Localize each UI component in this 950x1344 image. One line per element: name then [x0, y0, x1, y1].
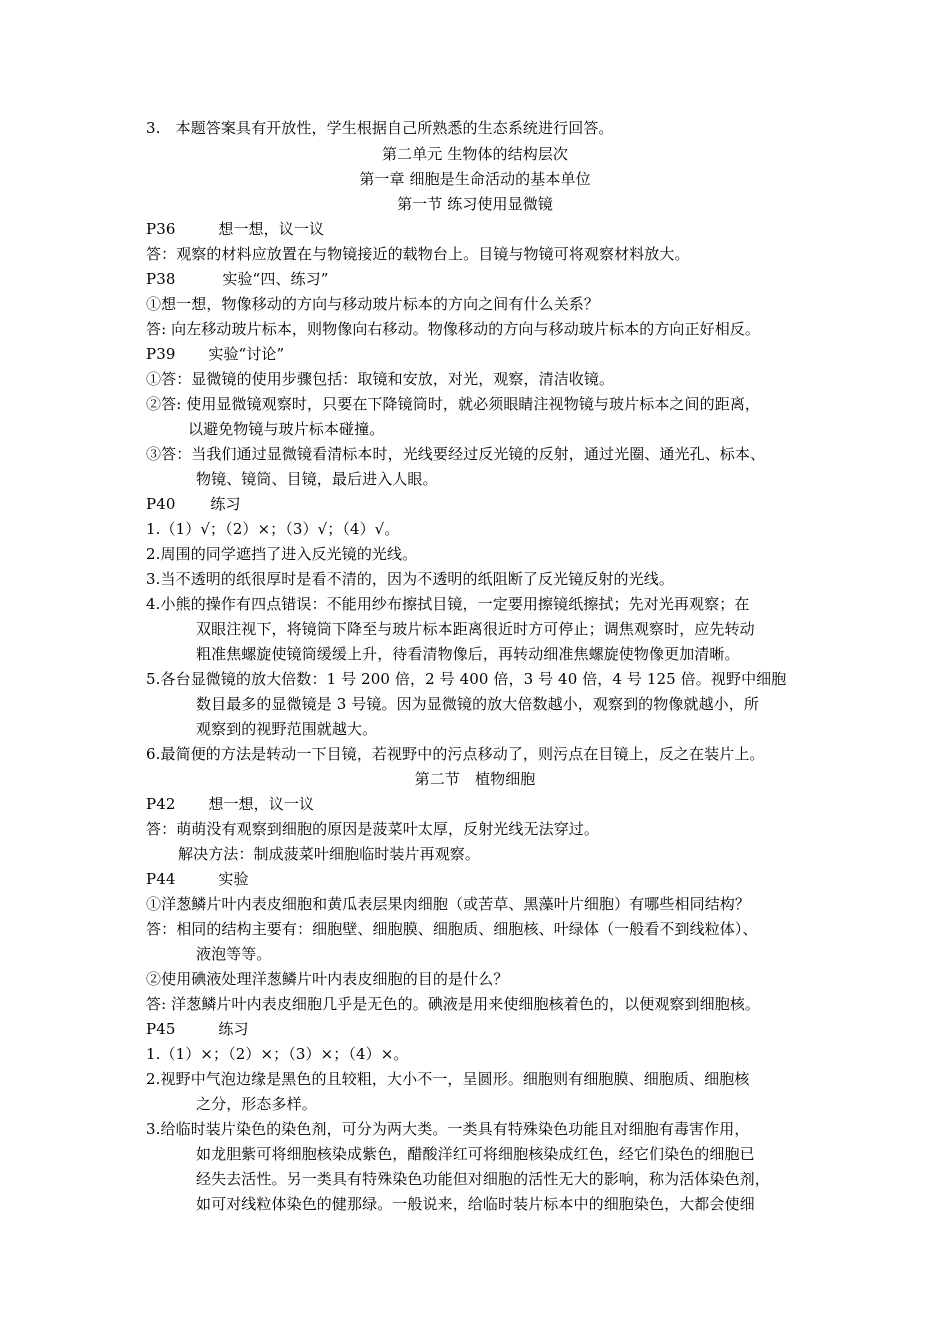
answer-text-continued: 如可对线粒体染色的健那绿。一般说来，给临时装片标本中的细胞染色，大都会使细	[196, 1195, 755, 1213]
answer-text: 答: 向左移动玻片标本，则物像向右移动。物像移动的方向与移动玻片标本的方向正好相反。	[146, 320, 761, 338]
question-text: ①洋葱鳞片叶内表皮细胞和黄瓜表层果肉细胞（或苦草、黑藻叶片细胞）有哪些相同结构？	[146, 895, 751, 913]
answer-text-continued: 双眼注视下，将镜筒下降至与玻片标本距离很近时方可停止；调焦观察时，应先转动	[196, 620, 755, 638]
page-topic: 练习	[210, 495, 241, 513]
answer-text: 答: 洋葱鳞片叶内表皮细胞几乎是无色的。碘液是用来使细胞核着色的，以便观察到细胞核。	[146, 995, 761, 1013]
page-number: P44	[146, 870, 176, 888]
question-text: ②使用碘液处理洋葱鳞片叶内表皮细胞的目的是什么？	[146, 970, 509, 988]
answer-text: ①答：显微镜的使用步骤包括：取镜和安放，对光，观察，清洁收镜。	[146, 370, 615, 388]
answer-text: 3.给临时装片染色的染色剂，可分为两大类。一类具有特殊染色功能且对细胞有毒害作用，	[146, 1120, 750, 1138]
page-ref-p42	[146, 794, 314, 814]
answer-text: 2.周围的同学遮挡了进入反光镜的光线。	[146, 545, 418, 563]
answer-text: 6.最简便的方法是转动一下目镜，若视野中的污点移动了，则污点在目镜上，反之在装片上。	[146, 745, 765, 763]
page-ref-p38	[146, 269, 329, 289]
section-heading-2: 第二节 植物细胞	[414, 770, 536, 788]
page-topic: 实验“讨论”	[208, 345, 285, 363]
answer-text: 5.各台显微镜的放大倍数：1 号 200 倍，2 号 400 倍，3 号 40 倍，4 号 125 倍。视野中细胞	[146, 670, 787, 688]
answer-text: 1.（1）×；（2）×；（3）×；（4）×。	[146, 1045, 409, 1063]
page-ref-p40	[146, 494, 241, 514]
page-number: P42	[146, 795, 176, 813]
answer-text: 2.视野中气泡边缘是黑色的且较粗，大小不一，呈圆形。细胞则有细胞膜、细胞质、细胞核	[146, 1070, 750, 1088]
page-number: P38	[146, 270, 176, 288]
page-number: P45	[146, 1020, 176, 1038]
page-ref-p36	[146, 219, 324, 239]
answer-text: ②答: 使用显微镜观察时，只要在下降镜筒时，就必须眼睛注视物镜与玻片标本之间的距离，	[146, 395, 761, 413]
answer-text: 答：相同的结构主要有：细胞壁、细胞膜、细胞质、细胞核、叶绿体（一般看不到线粒体）、	[146, 920, 758, 938]
answer-text-continued: 以避免物镜与玻片标本碰撞。	[188, 420, 385, 438]
answer-text: 3.当不透明的纸很厚时是看不清的，因为不透明的纸阻断了反光镜反射的光线。	[146, 570, 674, 588]
page-number: P40	[146, 495, 176, 513]
answer-line-3: 3. 本题答案具有开放性，学生根据自己所熟悉的生态系统进行回答。	[146, 119, 614, 137]
answer-text-continued: 物镜、镜筒、目镜，最后进入人眼。	[196, 470, 438, 488]
answer-text-continued: 粗准焦螺旋使镜筒缓缓上升，待看清物像后，再转动细准焦螺旋使物像更加清晰。	[196, 645, 740, 663]
question-text: ①想一想，物像移动的方向与移动玻片标本的方向之间有什么关系？	[146, 295, 600, 313]
answer-text-indented: 解决方法：制成菠菜叶细胞临时装片再观察。	[178, 845, 481, 863]
answer-text: 1.（1）√；（2）×；（3）√；（4）√。	[146, 520, 400, 538]
page-number: P39	[146, 345, 176, 363]
page-topic: 想一想，议一议	[218, 220, 325, 238]
answer-text-continued: 经失去活性。另一类具有特殊染色功能但对细胞的活性无大的影响，称为活体染色剂，	[196, 1170, 770, 1188]
page-ref-p44	[146, 869, 249, 889]
answer-text: 答：萌萌没有观察到细胞的原因是菠菜叶太厚，反射光线无法穿过。	[146, 820, 600, 838]
page-ref-p39	[146, 344, 284, 364]
answer-text: 4.小熊的操作有四点错误：不能用纱布擦拭目镜，一定要用擦镜纸擦拭；先对光再观察；在	[146, 595, 750, 613]
chapter-heading: 第一章 细胞是生命活动的基本单位	[359, 170, 591, 188]
answer-text-continued: 液泡等等。	[196, 945, 272, 963]
section-heading-1: 第一节 练习使用显微镜	[397, 195, 553, 213]
page-topic: 实验	[218, 870, 249, 888]
page-topic: 实验“四、练习”	[222, 270, 329, 288]
page-topic: 想一想，议一议	[208, 795, 315, 813]
page-ref-p45	[146, 1019, 249, 1039]
page-topic: 练习	[218, 1020, 249, 1038]
answer-text-continued: 观察到的视野范围就越大。	[196, 720, 378, 738]
answer-text: ③答：当我们通过显微镜看清标本时，光线要经过反光镜的反射，通过光圈、通光孔、标本、	[146, 445, 766, 463]
answer-text-continued: 如龙胆紫可将细胞核染成紫色，醋酸洋红可将细胞核染成红色，经它们染色的细胞已	[196, 1145, 755, 1163]
answer-text-continued: 之分，形态多样。	[196, 1095, 317, 1113]
unit-heading: 第二单元 生物体的结构层次	[381, 145, 569, 163]
answer-text-continued: 数目最多的显微镜是 3 号镜。因为显微镜的放大倍数越小，观察到的物像就越小，所	[196, 695, 759, 713]
answer-text: 答：观察的材料应放置在与物镜接近的载物台上。目镜与物镜可将观察材料放大。	[146, 245, 690, 263]
page-number: P36	[146, 220, 176, 238]
